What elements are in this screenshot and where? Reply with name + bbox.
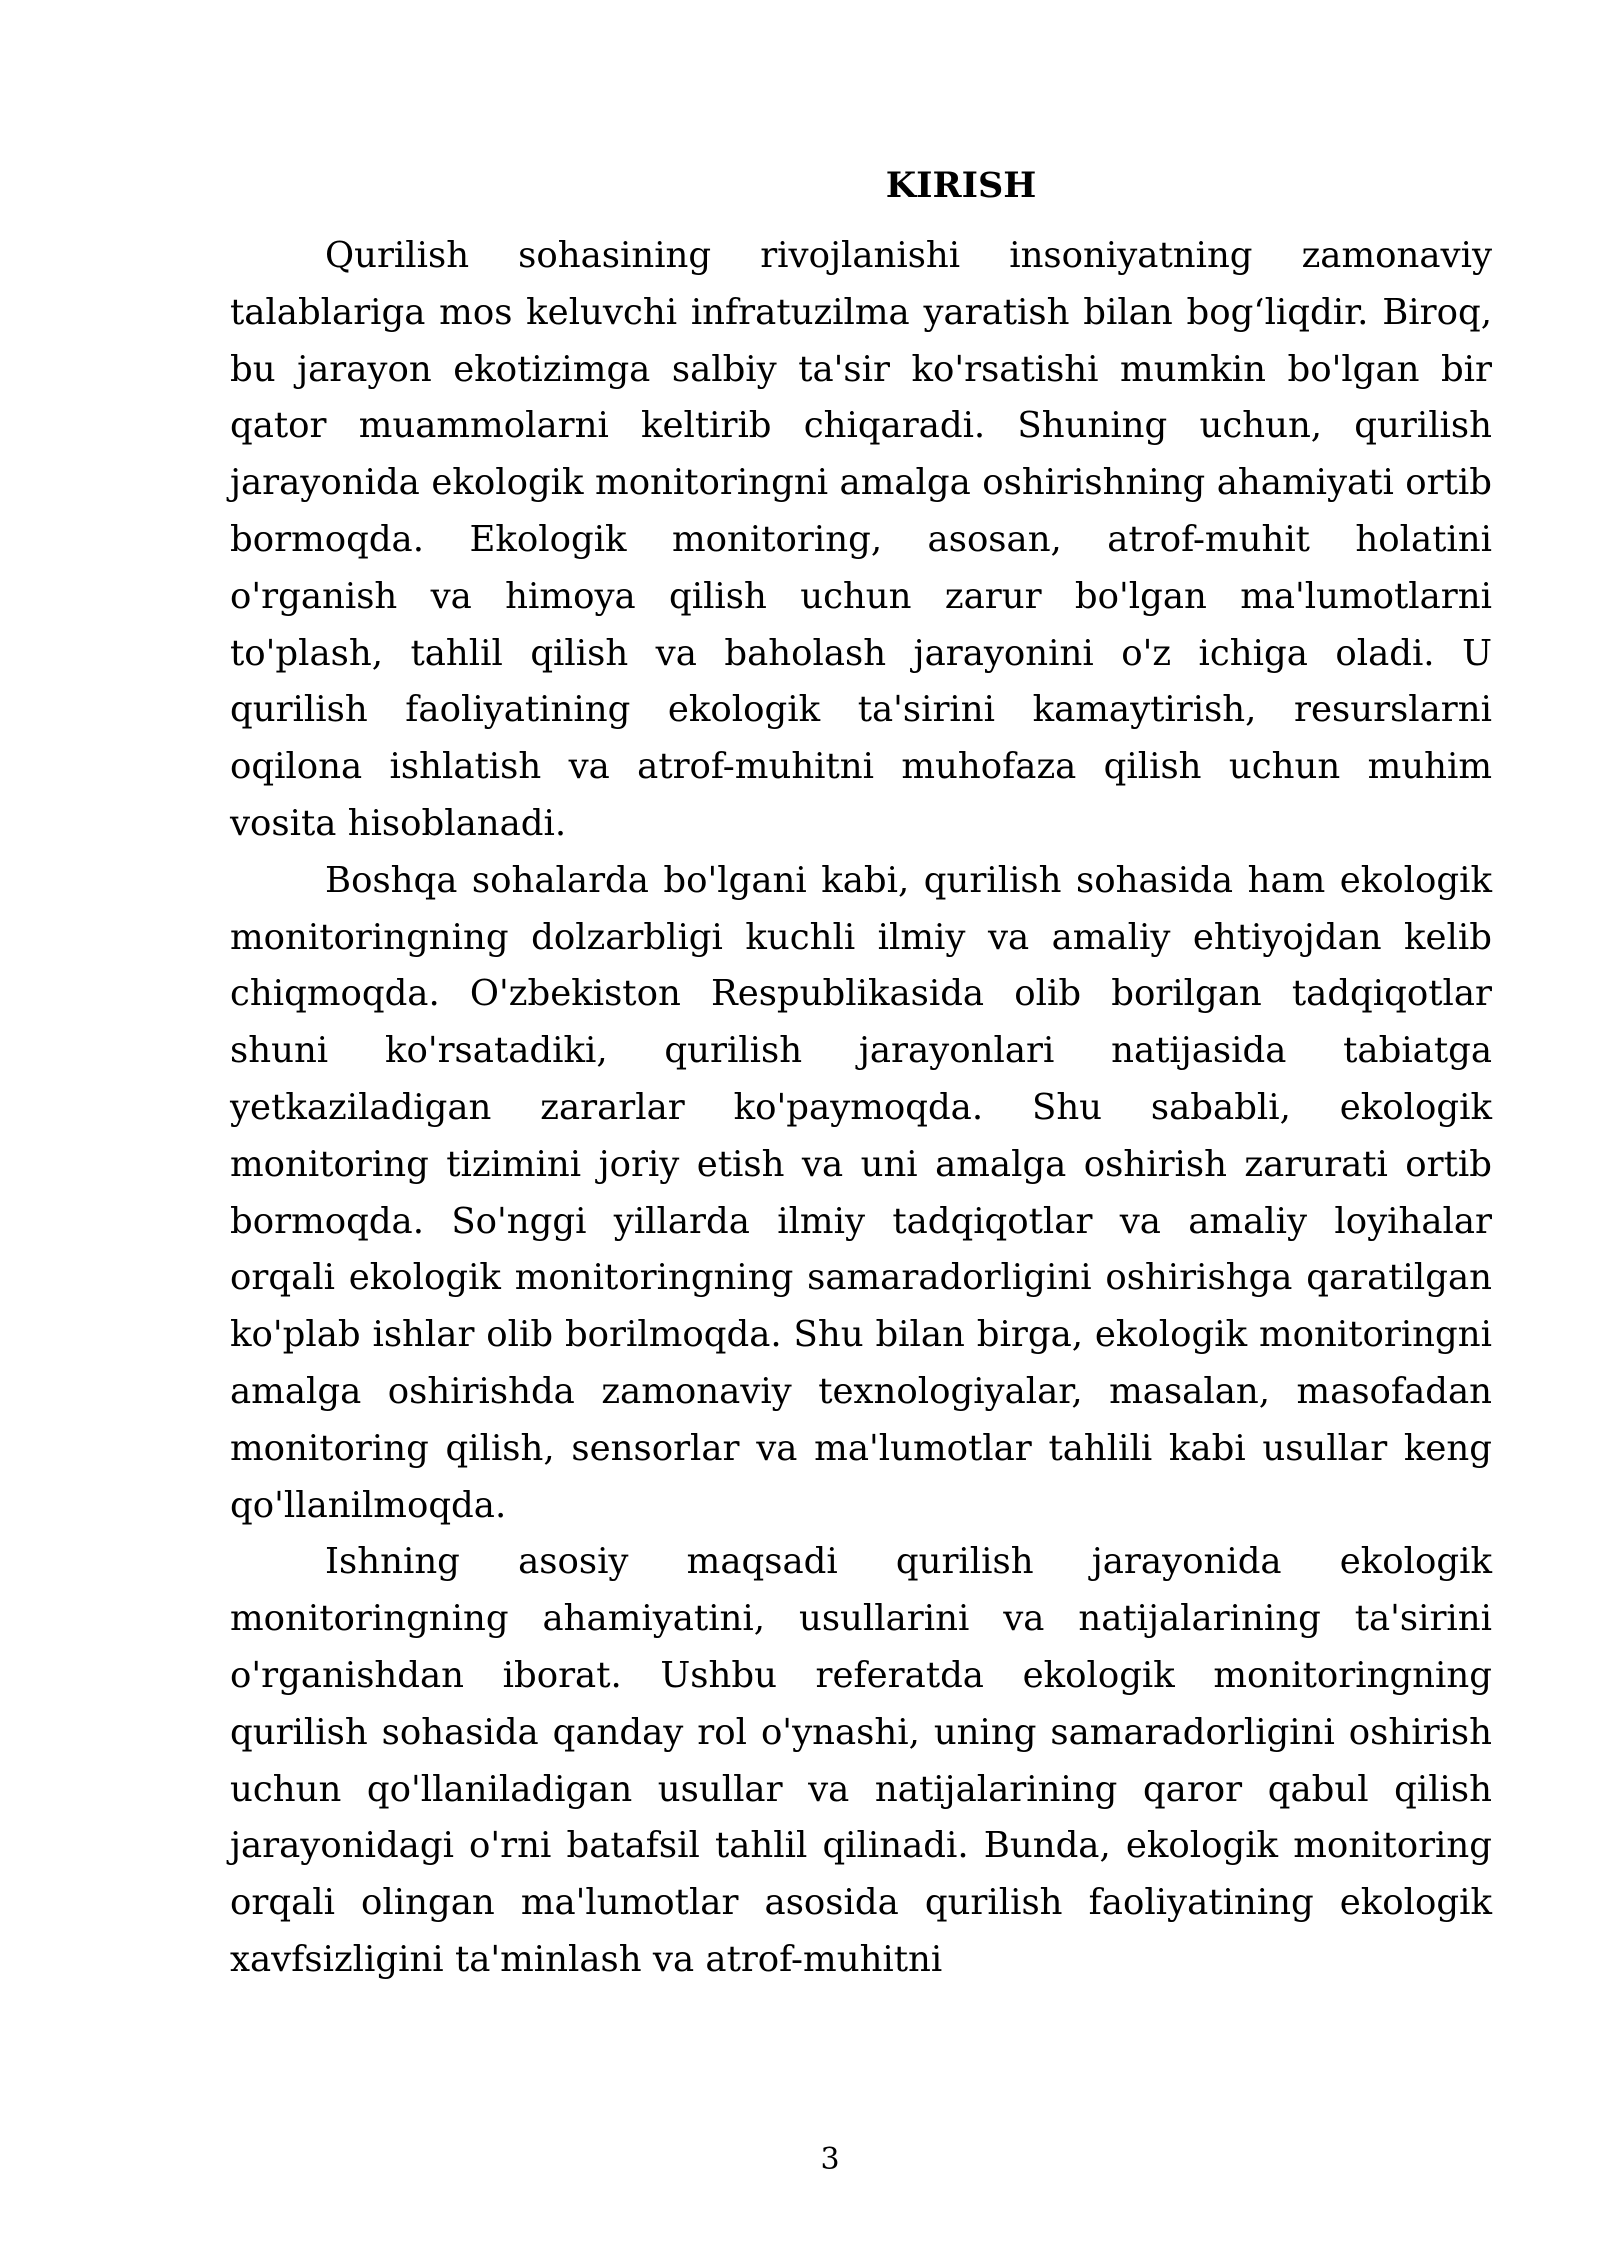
paragraph-2: Boshqa sohalarda bo'lgani kabi, qurilish sohasida ham ekologik monitoringning dolzarbligi kuchli ilmiy va amaliy ehtiyojdan kelib chiqmoqda. O'zbekiston Respublikasida olib borilgan tadqiqotlar shuni ko'rsatadiki, qurilish jarayonlari natijasida tabiatga yetkaziladigan zararlar ko'paymoqda. Shu sababli, ekologik monitoring tizimini joriy etish va uni amalga oshirish zarurati ortib bormoqda. So'nggi yillarda ilmiy tadqiqotlar va amaliy loyihalar orqali ekologik monitoringning samaradorligini oshirishga qaratilgan ko'plab ishlar olib borilmoqda. Shu bilan birga, ekologik monitoringni amalga oshirishda zamonaviy texnologiyalar, masalan, masofadan monitoring qilish, sensorlar va ma'lumotlar tahlili kabi usullar keng qo'llanilmoqda. — [230, 859, 1492, 1526]
page-number: 3 — [820, 2142, 840, 2177]
page-content — [230, 158, 1492, 1989]
paragraph-3: Ishning asosiy maqsadi qurilish jarayonida ekologik monitoringning ahamiyatini, usullarini va natijalarining ta'sirini o'rganishdan iborat. Ushbu referatda ekologik monitoringning qurilish sohasida qanday rol o'ynashi, uning samaradorligini oshirish uchun qo'llaniladigan usullar va natijalarining qaror qabul qilish jarayonidagi o'rni batafsil tahlil qilinadi. Bunda, ekologik monitoring orqali olingan ma'lumotlar asosida qurilish faoliyatining ekologik xavfsizligini ta'minlash va atrof-muhitni — [230, 1541, 1492, 1980]
paragraph-1: Qurilish sohasining rivojlanishi insoniyatning zamonaviy talablariga mos keluvchi infratuzilma yaratish bilan bog‘liqdir. Biroq, bu jarayon ekotizimga salbiy ta'sir ko'rsatishi mumkin bo'lgan bir qator muammolarni keltirib chiqaradi. Shuning uchun, qurilish jarayonida ekologik monitoringni amalga oshirishning ahamiyati ortib bormoqda. Ekologik monitoring, asosan, atrof-muhit holatini o'rganish va himoya qilish uchun zarur bo'lgan ma'lumotlarni to'plash, tahlil qilish va baholash jarayonini o'z ichiga oladi. U qurilish faoliyatining ekologik ta'sirini kamaytirish, resurslarni oqilona ishlatish va atrof-muhitni muhofaza qilish uchun muhim vosita hisoblanadi. — [230, 235, 1492, 844]
section-title: KIRISH — [885, 165, 1037, 206]
